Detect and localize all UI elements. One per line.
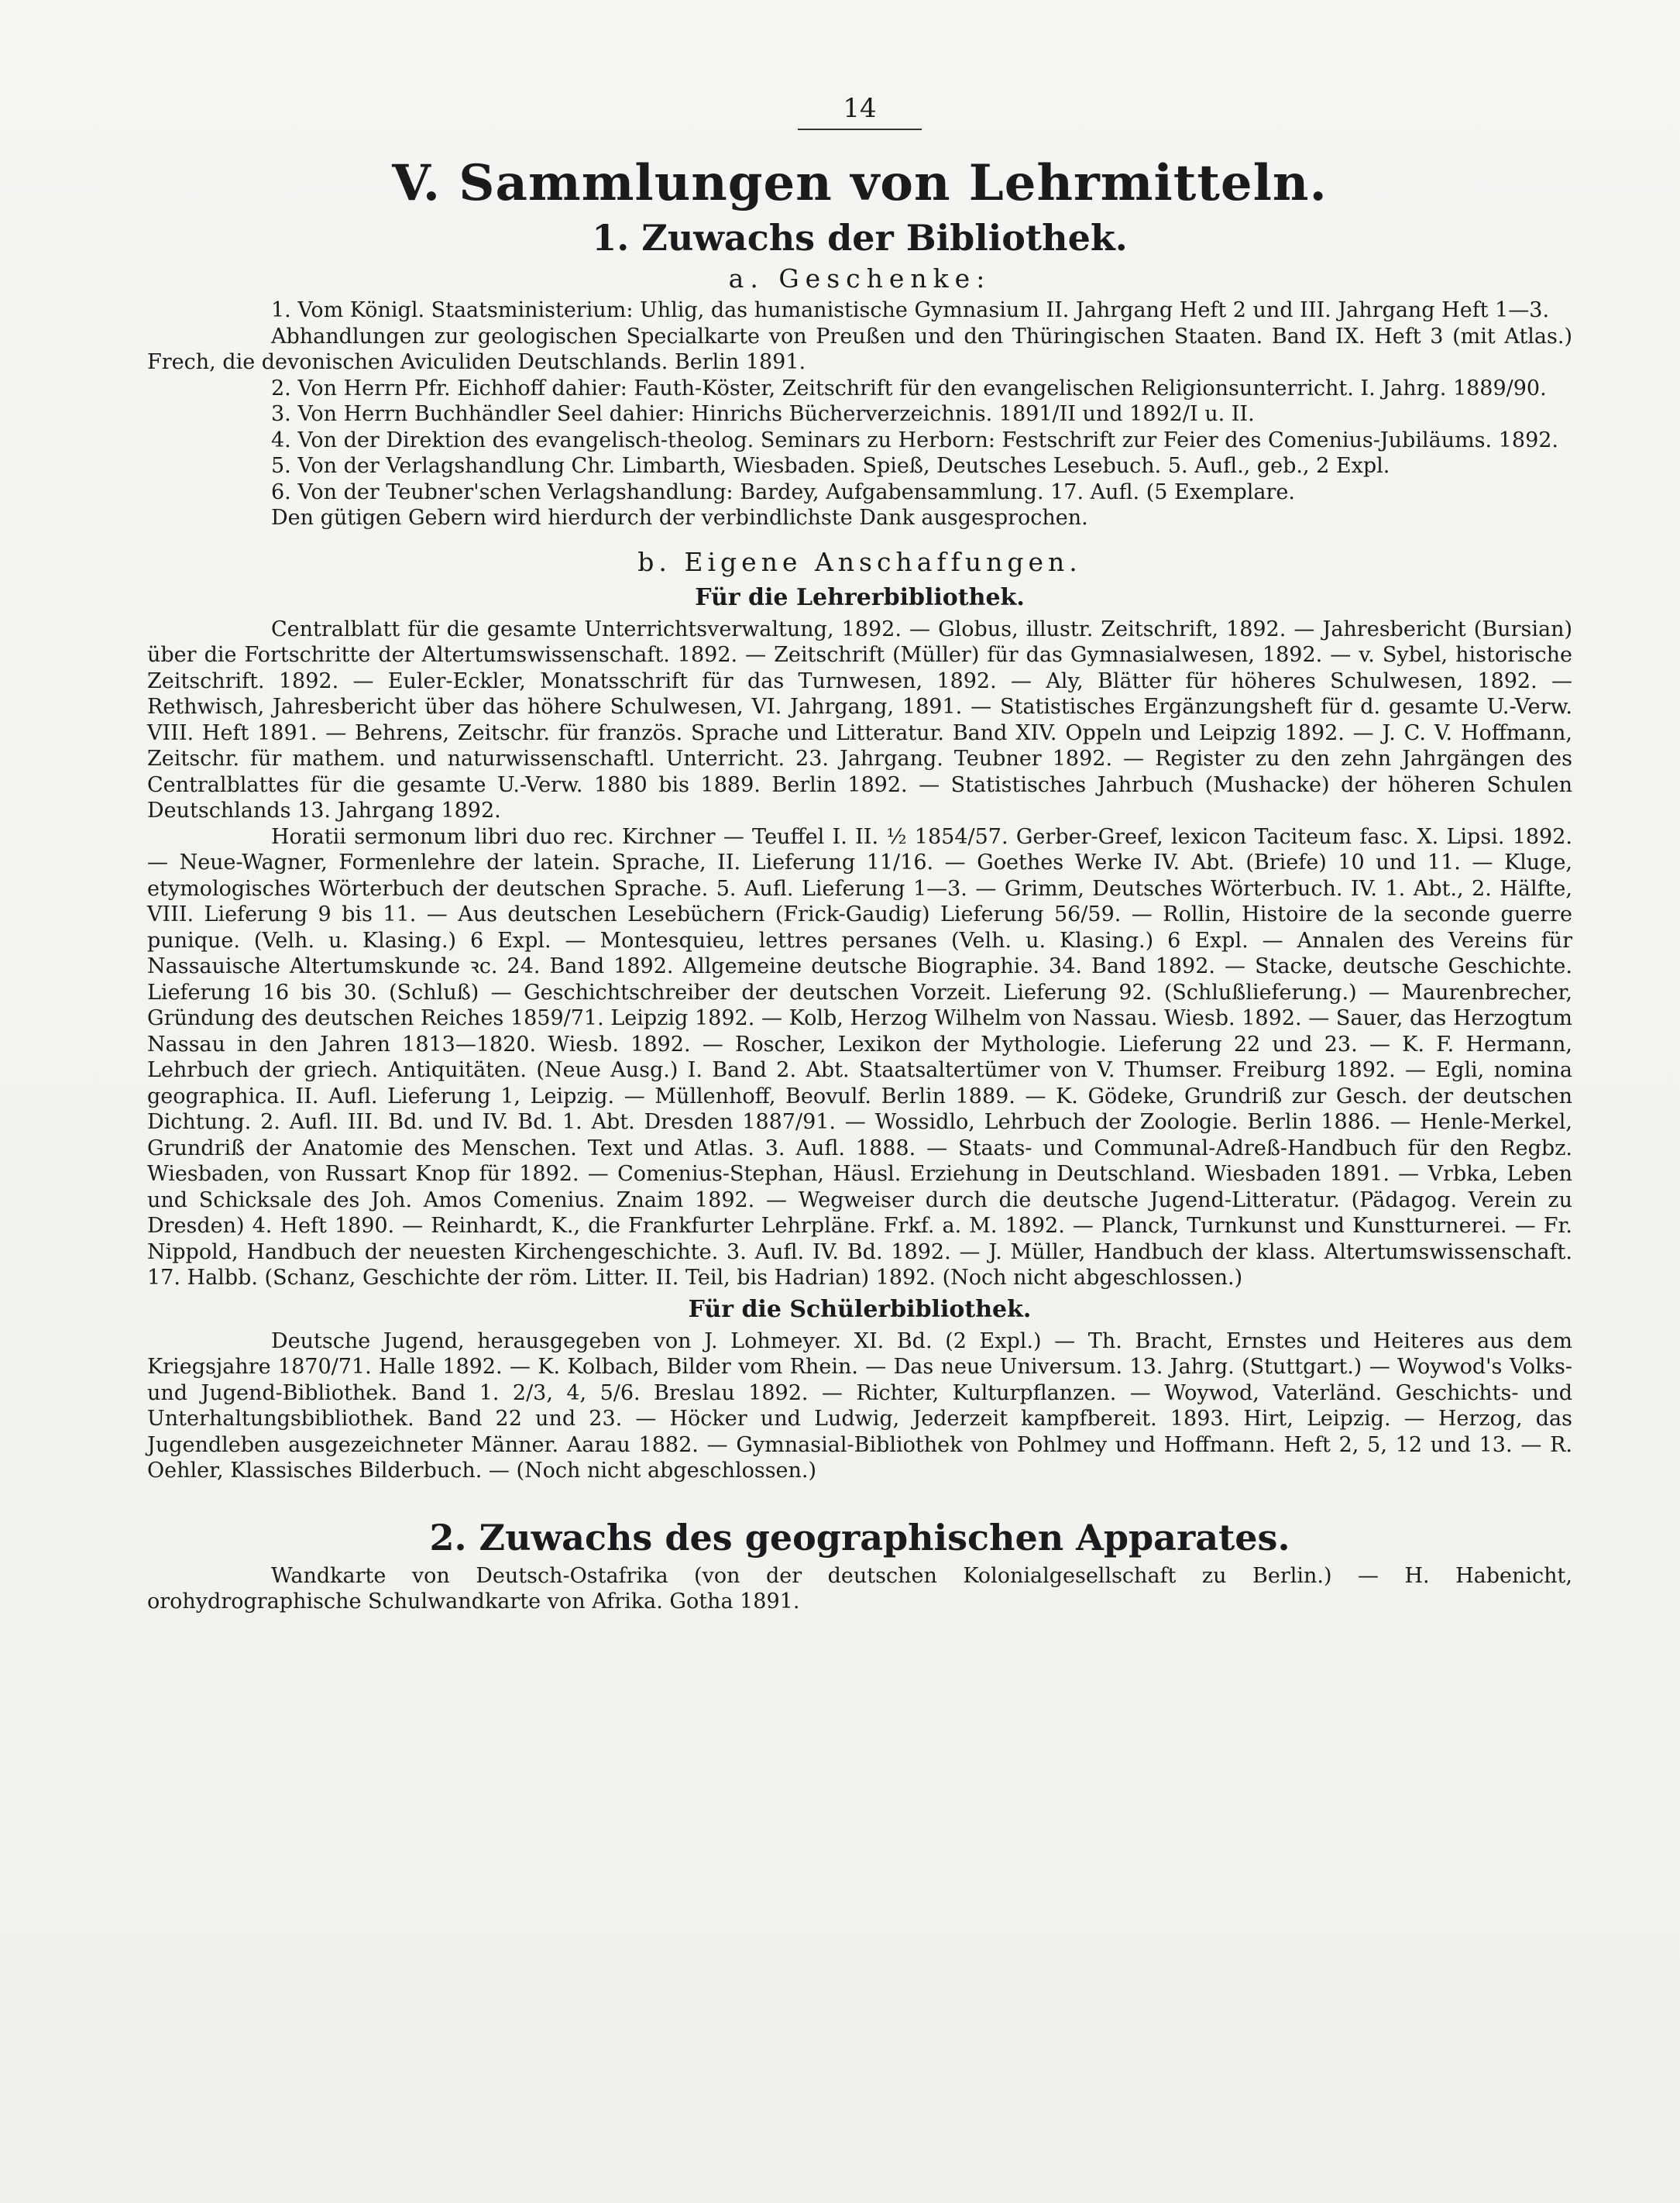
geography-apparatus-text: Wandkarte von Deutsch-Ostafrika (von der deutschen Kolonialgesellschaft zu Berlin.) — H. Habenicht, orohydrographische Schulwandkarte von Afrika. Gotha 1891. <box>147 1563 1572 1614</box>
subsection-a-heading: a. Geschenke: <box>728 263 991 294</box>
gift-item-3: 3. Von Herrn Buchhändler Seel dahier: Hinrichs Bücherverzeichnis. 1891/II und 1892/I u. II. <box>271 402 1255 426</box>
gift-item-2: 2. Von Herrn Pfr. Eichhoff dahier: Fauth-Köster, Zeitschrift für den evangelischen Religionsunterricht. I. Jahrg. 1889/90. <box>271 376 1547 400</box>
gift-item-5: 5. Von der Verlagshandlung Chr. Limbarth, Wiesbaden. Spieß, Deutsches Lesebuch. 5. Aufl., geb., 2 Expl. <box>271 454 1390 478</box>
page-number-rule <box>798 129 922 130</box>
teacher-library-heading: Für die Lehrerbibliothek. <box>695 583 1025 611</box>
chapter-heading: V. Sammlungen von Lehrmitteln. <box>392 154 1328 212</box>
page-content <box>147 93 1572 1615</box>
gift-item-1b: Abhandlungen zur geologischen Specialkarte von Preußen und den Thüringischen Staaten. Band IX. Heft 3 (mit Atlas.) Frech, die devonischen Aviculiden Deutschlands. Berlin 1891. <box>147 324 1572 374</box>
teacher-library-periodicals: Centralblatt für die gesamte Unterrichtsverwaltung, 1892. — Globus, illustr. Zeitschrift, 1892. — Jahresbericht (Bursian) über die Fortschritte der Altertumswissenschaft. 1892. — Zeitschrift (Müller) für das Gymnasialwesen, 1892. — v. Sybel, historische Zeitschrift. 1892. — Euler-Eckler, Monatsschrift für das Turnwesen, 1892. — Aly, Blätter für höheres Schulwesen, 1892. — Rethwisch, Jahresbericht über das höhere Schulwesen, VI. Jahrgang, 1891. — Statistisches Ergänzungsheft für d. gesamte U.-Verw. VIII. Heft 1891. — Behrens, Zeitschr. für französ. Sprache und Litteratur. Band XIV. Oppeln und Leipzig 1892. — J. C. V. Hoffmann, Zeitschr. für mathem. und naturwissenschaftl. Unterricht. 23. Jahrgang. Teubner 1892. — Register zu den zehn Jahrgängen des Centralblattes für die gesamte U.-Verw. 1880 bis 1889. Berlin 1892. — Statistisches Jahrbuch (Mushacke) der höheren Schulen Deutschlands 13. Jahrgang 1892. <box>147 617 1572 823</box>
page-number: 14 <box>843 93 877 124</box>
subsection-b-heading: b. Eigene Anschaffungen. <box>637 546 1082 577</box>
student-library-list: Deutsche Jugend, herausgegeben von J. Lohmeyer. XI. Bd. (2 Expl.) — Th. Bracht, Ernstes und Heiteres aus dem Kriegsjahre 1870/71. Halle 1892. — K. Kolbach, Bilder vom Rhein. — Das neue Universum. 13. Jahrg. (Stuttgart.) — Woywod's Volks- und Jugend-Bibliothek. Band 1. 2/3, 4, 5/6. Breslau 1892. — Richter, Kulturpflanzen. — Woywod, Vaterländ. Geschichts- und Unterhaltungsbibliothek. Band 22 und 23. — Höcker und Ludwig, Jederzeit kampfbereit. 1893. Hirt, Leipzig. — Herzog, das Jugendleben ausgezeichneter Männer. Aarau 1882. — Gymnasial-Bibliothek von Pohlmey und Hoffmann. Heft 2, 5, 12 und 13. — R. Oehler, Klassisches Bilderbuch. — (Noch nicht abgeschlossen.) <box>147 1328 1572 1483</box>
gift-item-4: 4. Von der Direktion des evangelisch-theolog. Seminars zu Herborn: Festschrift zur Feier des Comenius-Jubiläums. 1892. <box>271 428 1559 452</box>
teacher-library-books: Horatii sermonum libri duo rec. Kirchner — Teuffel I. II. ½ 1854/57. Gerber-Greef, lexicon Taciteum fasc. X. Lipsi. 1892. — Neue-Wagner, Formenlehre der latein. Sprache, II. Lieferung 11/16. — Goethes Werke IV. Abt. (Briefe) 10 und 11. — Kluge, etymologisches Wörterbuch der deutschen Sprache. 5. Aufl. Lieferung 1—3. — Grimm, Deutsches Wörterbuch. IV. 1. Abt., 2. Hälfte, VIII. Lieferung 9 bis 11. — Aus deutschen Lesebüchern (Frick-Gaudig) Lieferung 56/59. — Rollin, Histoire de la seconde guerre punique. (Velh. u. Klasing.) 6 Expl. — Montesquieu, lettres persanes (Velh. u. Klasing.) 6 Expl. — Annalen des Vereins für Nassauische Altertumskunde ꝛc. 24. Band 1892. Allgemeine deutsche Biographie. 34. Band 1892. — Stacke, deutsche Geschichte. Lieferung 16 bis 30. (Schluß) — Geschichtschreiber der deutschen Vorzeit. Lieferung 92. (Schlußlieferung.) — Maurenbrecher, Gründung des deutschen Reiches 1859/71. Leipzig 1892. — Kolb, Herzog Wilhelm von Nassau. Wiesb. 1892. — Sauer, das Herzogtum Nassau in den Jahren 1813—1820. Wiesb. 1892. — Roscher, Lexikon der Mythologie. Lieferung 22 und 23. — K. F. Hermann, Lehrbuch der griech. Antiquitäten. (Neue Ausg.) I. Band 2. Abt. Staatsaltertümer von V. Thumser. Freiburg 1892. — Egli, nomina geographica. II. Aufl. Lieferung 1, Leipzig. — Müllenhoff, Beovulf. Berlin 1889. — K. Gödeke, Grundriß zur Gesch. der deutschen Dichtung. 2. Aufl. III. Bd. und IV. Bd. 1. Abt. Dresden 1887/91. — Wossidlo, Lehrbuch der Zoologie. Berlin 1886. — Henle-Merkel, Grundriß der Anatomie des Menschen. Text und Atlas. 3. Aufl. 1888. — Staats- und Communal-Adreß-Handbuch für den Regbz. Wiesbaden, von Russart Knop für 1892. — Comenius-Stephan, Häusl. Erziehung in Deutschland. Wiesbaden 1891. — Vrbka, Leben und Schicksale des Joh. Amos Comenius. Znaim 1892. — Wegweiser durch die deutsche Jugend-Litteratur. (Pädagog. Verein zu Dresden) 4. Heft 1890. — Reinhardt, K., die Frankfurter Lehrpläne. Frkf. a. M. 1892. — Planck, Turnkunst und Kunstturnerei. — Fr. Nippold, Handbuch der neuesten Kirchengeschichte. 3. Aufl. IV. Bd. 1892. — J. Müller, Handbuch der klass. Altertumswissenschaft. 17. Halbb. (Schanz, Geschichte der röm. Litter. II. Teil, bis Hadrian) 1892. (Noch nicht abgeschlossen.) <box>147 824 1572 1290</box>
section1-heading: 1. Zuwachs der Bibliothek. <box>592 217 1128 259</box>
student-library-heading: Für die Schülerbibliothek. <box>688 1295 1032 1323</box>
thanks-line: Den gütigen Gebern wird hierdurch der verbindlichste Dank ausgesprochen. <box>271 506 1088 530</box>
gift-item-6: 6. Von der Teubner'schen Verlagshandlung: Bardey, Aufgabensammlung. 17. Aufl. (5 Exemplare. <box>271 479 1295 504</box>
gift-item-1: 1. Vom Königl. Staatsministerium: Uhlig, das humanistische Gymnasium II. Jahrgang Heft 2 und III. Jahrgang Heft 1—3. <box>271 298 1550 322</box>
section2-heading: 2. Zuwachs des geographischen Apparates. <box>429 1516 1290 1559</box>
